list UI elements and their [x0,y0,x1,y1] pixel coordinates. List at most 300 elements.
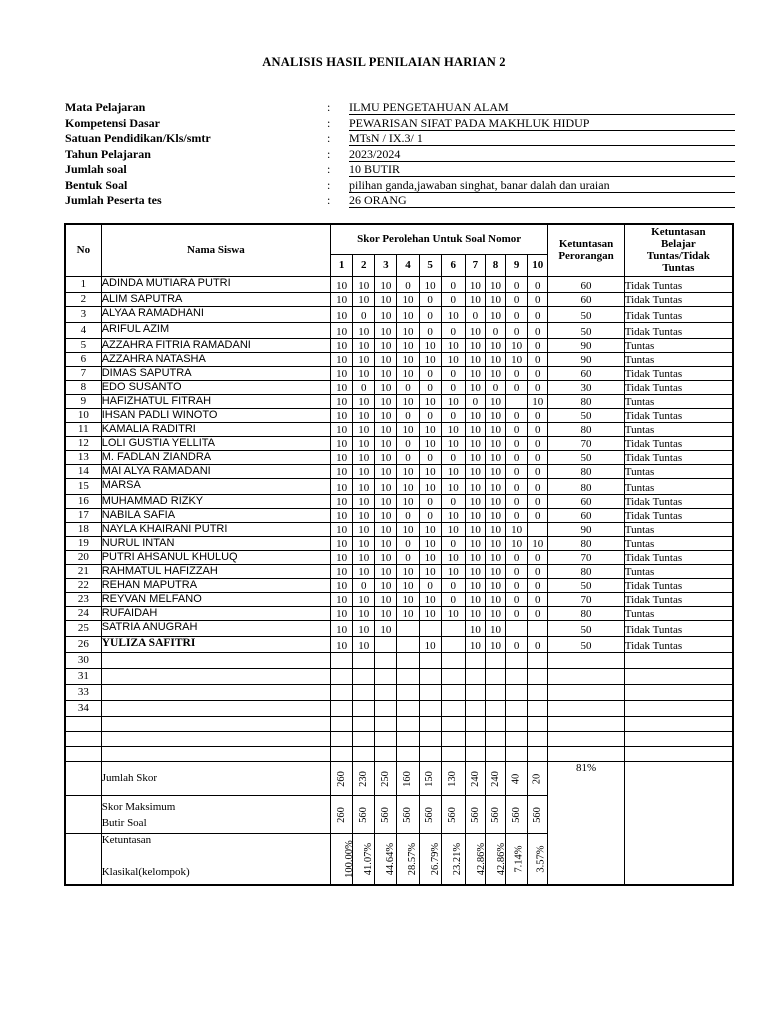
student-no: 8 [65,380,101,394]
ketuntasan-perorangan: 50 [548,408,624,422]
student-no: 13 [65,450,101,464]
score-cell: 10 [485,394,505,408]
score-cell: 10 [419,536,441,550]
ketuntasan-klasikal-value: 42.86% [465,833,485,885]
meta-colon: : [327,131,331,145]
overall-percentage: 81% [548,761,624,885]
ketuntasan-perorangan: 60 [548,276,624,292]
ketuntasan-perorangan: 80 [548,536,624,550]
student-name: SATRIA ANUGRAH [101,620,330,636]
ketuntasan-perorangan: 90 [548,338,624,352]
student-no: 21 [65,564,101,578]
score-cell [528,522,548,536]
score-cell: 10 [331,322,353,338]
score-cell: 10 [331,522,353,536]
header-ket-line1: Ketuntasan [558,238,614,251]
empty-cell [624,684,733,700]
score-cell: 10 [419,522,441,536]
score-cell [397,620,419,636]
score-cell: 10 [353,436,375,450]
meta-value: pilihan ganda,jawaban singhat, banar dalah dan uraian [349,178,735,193]
table-row [65,494,733,508]
score-cell: 0 [528,380,548,394]
student-name: ARIFUL AZIM [101,322,330,338]
empty-cell [485,731,505,746]
header-belajar-line2: Belajar [660,238,696,251]
status-ketuntasan: Tidak Tuntas [624,436,733,450]
header-question-number: 1 [331,254,353,276]
ketuntasan-perorangan: 70 [548,550,624,564]
score-cell: 10 [397,366,419,380]
empty-cell [331,652,353,668]
score-cell: 10 [375,536,397,550]
empty-cell [375,731,397,746]
table-row [65,338,733,352]
ketuntasan-klasikal-value: 3.57% [528,833,548,885]
score-cell: 10 [528,536,548,550]
jumlah-skor-value: 230 [353,761,375,795]
score-cell: 10 [397,522,419,536]
empty-cell [528,684,548,700]
skor-maksimum-value: 560 [397,795,419,833]
ketuntasan-perorangan: 60 [548,366,624,380]
empty-cell [548,684,624,700]
score-cell: 0 [419,408,441,422]
score-cell: 10 [485,292,505,306]
score-cell: 10 [465,450,485,464]
score-cell: 10 [375,408,397,422]
ketuntasan-perorangan: 60 [548,292,624,306]
student-name: NURUL INTAN [101,536,330,550]
table-row [65,606,733,620]
jumlah-skor-value: 240 [465,761,485,795]
empty-cell [624,746,733,761]
empty-cell [506,684,528,700]
student-name: PUTRI AHSANUL KHULUQ [101,550,330,564]
score-cell: 10 [331,450,353,464]
empty-row [65,731,733,746]
jumlah-skor-value: 20 [528,761,548,795]
empty-row-no: 33 [65,684,101,700]
score-cell: 0 [441,380,465,394]
score-cell: 10 [375,380,397,394]
student-name: ALIM SAPUTRA [101,292,330,306]
score-cell: 10 [485,578,505,592]
score-cell: 10 [465,436,485,450]
score-cell [441,636,465,652]
meta-value: 2023/2024 [349,147,735,162]
table-row [65,578,733,592]
score-cell: 10 [465,352,485,366]
empty-cell [548,668,624,684]
score-cell: 0 [506,478,528,494]
meta-label: Tahun Pelajaran [65,146,151,161]
score-cell: 10 [331,606,353,620]
jumlah-skor-value: 160 [397,761,419,795]
score-cell: 10 [465,478,485,494]
score-cell: 10 [419,436,441,450]
score-cell: 10 [353,338,375,352]
score-cell: 10 [397,464,419,478]
score-cell: 10 [419,276,441,292]
jumlah-skor-value: 250 [375,761,397,795]
meta-row [65,100,735,116]
score-cell: 10 [419,592,441,606]
empty-cell [528,731,548,746]
empty-cell [419,668,441,684]
empty-cell [397,684,419,700]
score-cell: 0 [528,322,548,338]
score-cell: 0 [397,276,419,292]
score-cell: 10 [331,536,353,550]
empty-cell [441,700,465,716]
score-cell: 10 [331,408,353,422]
skor-maksimum-value: 560 [485,795,505,833]
header-skor: Skor Perolehan Untuk Soal Nomor [331,224,548,254]
jumlah-skor-value: 240 [485,761,505,795]
score-cell: 10 [485,450,505,464]
empty-cell [624,716,733,731]
score-cell: 0 [528,564,548,578]
score-cell: 10 [485,592,505,606]
status-ketuntasan: Tidak Tuntas [624,578,733,592]
score-cell: 10 [353,394,375,408]
score-cell: 10 [353,508,375,522]
score-cell: 0 [419,450,441,464]
header-question-number: 3 [375,254,397,276]
score-cell: 0 [528,550,548,564]
score-cell [506,394,528,408]
ketuntasan-klasikal-value: 28.57% [397,833,419,885]
score-cell: 0 [506,464,528,478]
footer-empty-status [624,761,733,885]
student-name: M. FADLAN ZIANDRA [101,450,330,464]
jumlah-skor-label: Jumlah Skor [101,761,330,795]
score-cell: 10 [331,436,353,450]
empty-cell [465,700,485,716]
score-cell: 10 [506,338,528,352]
score-cell: 0 [506,592,528,606]
score-cell: 10 [419,478,441,494]
score-cell: 10 [485,352,505,366]
empty-cell [506,731,528,746]
score-cell: 10 [353,276,375,292]
score-cell: 10 [375,306,397,322]
meta-label: Jumlah soal [65,162,127,176]
score-cell: 10 [331,620,353,636]
score-cell: 0 [441,592,465,606]
empty-row [65,684,733,700]
score-cell: 10 [353,366,375,380]
score-cell: 10 [375,550,397,564]
score-cell: 10 [528,394,548,408]
student-name: ADINDA MUTIARA PUTRI [101,276,330,292]
meta-colon: : [327,162,331,176]
student-no: 25 [65,620,101,636]
score-cell: 10 [375,620,397,636]
empty-cell [624,700,733,716]
ketuntasan-klasikal-line2: Klasikal(kelompok) [101,865,190,878]
score-cell: 10 [419,564,441,578]
meta-colon: : [327,100,331,114]
score-cell: 10 [419,550,441,564]
score-cell: 10 [375,606,397,620]
score-cell: 10 [397,578,419,592]
score-cell: 0 [441,276,465,292]
score-cell: 10 [353,322,375,338]
table-row [65,536,733,550]
score-cell: 0 [465,306,485,322]
header-question-number: 10 [528,254,548,276]
header-question-number: 2 [353,254,375,276]
score-cell: 10 [375,494,397,508]
empty-row-no: 31 [65,668,101,684]
score-cell: 10 [465,322,485,338]
score-cell: 0 [506,606,528,620]
ketuntasan-perorangan: 80 [548,394,624,408]
score-cell: 10 [485,276,505,292]
student-name: AZZAHRA FITRIA RAMADANI [101,338,330,352]
score-cell: 10 [485,306,505,322]
student-name: DIMAS SAPUTRA [101,366,330,380]
score-cell: 10 [419,636,441,652]
score-cell: 10 [465,578,485,592]
empty-cell [353,652,375,668]
score-cell: 10 [441,338,465,352]
score-cell: 10 [331,478,353,494]
score-cell: 10 [353,292,375,306]
ketuntasan-klasikal-value: 44.64% [375,833,397,885]
score-cell: 10 [419,464,441,478]
score-cell: 0 [506,380,528,394]
status-ketuntasan: Tuntas [624,478,733,494]
table-row [65,464,733,478]
ketuntasan-klasikal-line1: Ketuntasan [101,833,152,846]
jumlah-skor-value: 150 [419,761,441,795]
empty-cell [528,668,548,684]
empty-cell [624,668,733,684]
score-cell: 10 [353,592,375,606]
empty-cell [101,684,330,700]
empty-cell [465,746,485,761]
empty-cell [485,746,505,761]
status-ketuntasan: Tidak Tuntas [624,620,733,636]
score-cell: 10 [331,508,353,522]
empty-cell [419,700,441,716]
table-row [65,352,733,366]
empty-row-no: 34 [65,700,101,716]
score-cell: 10 [397,422,419,436]
header-no: No [65,224,101,276]
score-cell [441,620,465,636]
empty-cell [331,700,353,716]
empty-cell [506,716,528,731]
score-cell [397,636,419,652]
status-ketuntasan: Tuntas [624,606,733,620]
score-cell: 10 [485,478,505,494]
status-ketuntasan: Tidak Tuntas [624,508,733,522]
ketuntasan-perorangan: 50 [548,578,624,592]
ketuntasan-perorangan: 50 [548,620,624,636]
score-cell: 10 [353,408,375,422]
score-cell: 10 [465,592,485,606]
score-cell: 0 [397,450,419,464]
empty-row [65,652,733,668]
score-cell: 0 [441,578,465,592]
score-cell: 0 [397,436,419,450]
meta-section [65,100,735,209]
score-cell: 0 [506,564,528,578]
score-cell: 0 [506,494,528,508]
empty-cell [528,716,548,731]
student-name: NAYLA KHAIRANI PUTRI [101,522,330,536]
score-cell: 10 [465,564,485,578]
table-row [65,322,733,338]
score-cell: 0 [397,550,419,564]
score-cell: 10 [331,366,353,380]
empty-cell [331,731,353,746]
empty-cell [353,668,375,684]
empty-cell [624,652,733,668]
table-row [65,508,733,522]
student-name: NABILA SAFIA [101,508,330,522]
score-cell: 10 [485,606,505,620]
student-name: EDO SUSANTO [101,380,330,394]
score-cell: 0 [419,508,441,522]
header-name: Nama Siswa [101,224,330,276]
status-ketuntasan: Tidak Tuntas [624,306,733,322]
score-cell: 0 [465,394,485,408]
empty-cell [528,652,548,668]
meta-value: 10 BUTIR [349,162,735,177]
empty-cell [548,652,624,668]
score-cell: 10 [375,464,397,478]
meta-value: MTsN / IX.3/ 1 [349,131,735,146]
score-cell: 10 [465,408,485,422]
score-cell: 10 [397,352,419,366]
header-question-number: 9 [506,254,528,276]
score-cell: 10 [375,592,397,606]
header-question-number: 6 [441,254,465,276]
empty-cell [485,652,505,668]
empty-row-no [65,716,101,731]
empty-cell [419,652,441,668]
table-row [65,636,733,652]
meta-value: 26 ORANG [349,193,735,208]
score-cell: 10 [375,422,397,436]
empty-cell [331,746,353,761]
status-ketuntasan: Tidak Tuntas [624,450,733,464]
student-name: HAFIZHATUL FITRAH [101,394,330,408]
empty-cell [548,700,624,716]
empty-cell [419,716,441,731]
meta-colon: : [327,115,331,130]
empty-cell [485,684,505,700]
score-cell: 10 [465,494,485,508]
header-belajar-line3: Tuntas/Tidak [646,250,710,263]
empty-cell [441,746,465,761]
empty-cell [465,731,485,746]
ketuntasan-klasikal-value: 7.14% [506,833,528,885]
score-cell: 0 [528,592,548,606]
empty-cell [331,668,353,684]
score-cell: 0 [419,380,441,394]
meta-label: Mata Pelajaran [65,100,146,114]
score-cell: 0 [528,464,548,478]
empty-cell [528,700,548,716]
table-row [65,306,733,322]
status-ketuntasan: Tuntas [624,352,733,366]
status-ketuntasan: Tidak Tuntas [624,380,733,394]
student-no: 12 [65,436,101,450]
empty-cell [485,700,505,716]
ketuntasan-klasikal-label [101,833,330,885]
score-cell: 10 [331,394,353,408]
score-cell: 10 [331,338,353,352]
score-cell: 0 [353,380,375,394]
empty-cell [101,652,330,668]
student-no: 19 [65,536,101,550]
score-cell: 10 [485,366,505,380]
meta-row [65,178,735,194]
student-no: 2 [65,292,101,306]
student-no: 23 [65,592,101,606]
score-cell: 10 [485,422,505,436]
student-name: AZZAHRA NATASHA [101,352,330,366]
score-cell: 10 [419,352,441,366]
status-ketuntasan: Tuntas [624,422,733,436]
score-cell: 10 [375,508,397,522]
student-no: 20 [65,550,101,564]
score-cell: 10 [397,592,419,606]
score-cell: 10 [353,620,375,636]
score-cell: 10 [397,394,419,408]
score-cell: 10 [465,422,485,436]
meta-colon: : [327,193,331,207]
empty-cell [375,700,397,716]
status-ketuntasan: Tuntas [624,564,733,578]
student-name: ALYAA RAMADHANI [101,306,330,322]
student-no: 24 [65,606,101,620]
student-name: RUFAIDAH [101,606,330,620]
score-cell: 10 [375,478,397,494]
score-cell: 10 [419,394,441,408]
score-cell: 10 [485,550,505,564]
student-name: MUHAMMAD RIZKY [101,494,330,508]
ketuntasan-perorangan: 90 [548,352,624,366]
empty-cell [331,684,353,700]
table-row [65,550,733,564]
meta-label: Kompetensi Dasar [65,115,160,130]
ketuntasan-klasikal-value: 100.00% [331,833,353,885]
empty-cell [353,731,375,746]
score-cell: 0 [506,450,528,464]
score-cell: 10 [353,550,375,564]
score-cell: 10 [441,394,465,408]
empty-cell [465,684,485,700]
score-cell: 0 [528,366,548,380]
score-cell: 0 [528,276,548,292]
student-no: 18 [65,522,101,536]
score-cell: 10 [485,536,505,550]
empty-cell [419,746,441,761]
status-ketuntasan: Tidak Tuntas [624,292,733,306]
score-cell: 0 [528,352,548,366]
empty-cell [375,746,397,761]
meta-colon: : [327,146,331,161]
empty-cell [353,700,375,716]
student-name: KAMALIA RADITRI [101,422,330,436]
